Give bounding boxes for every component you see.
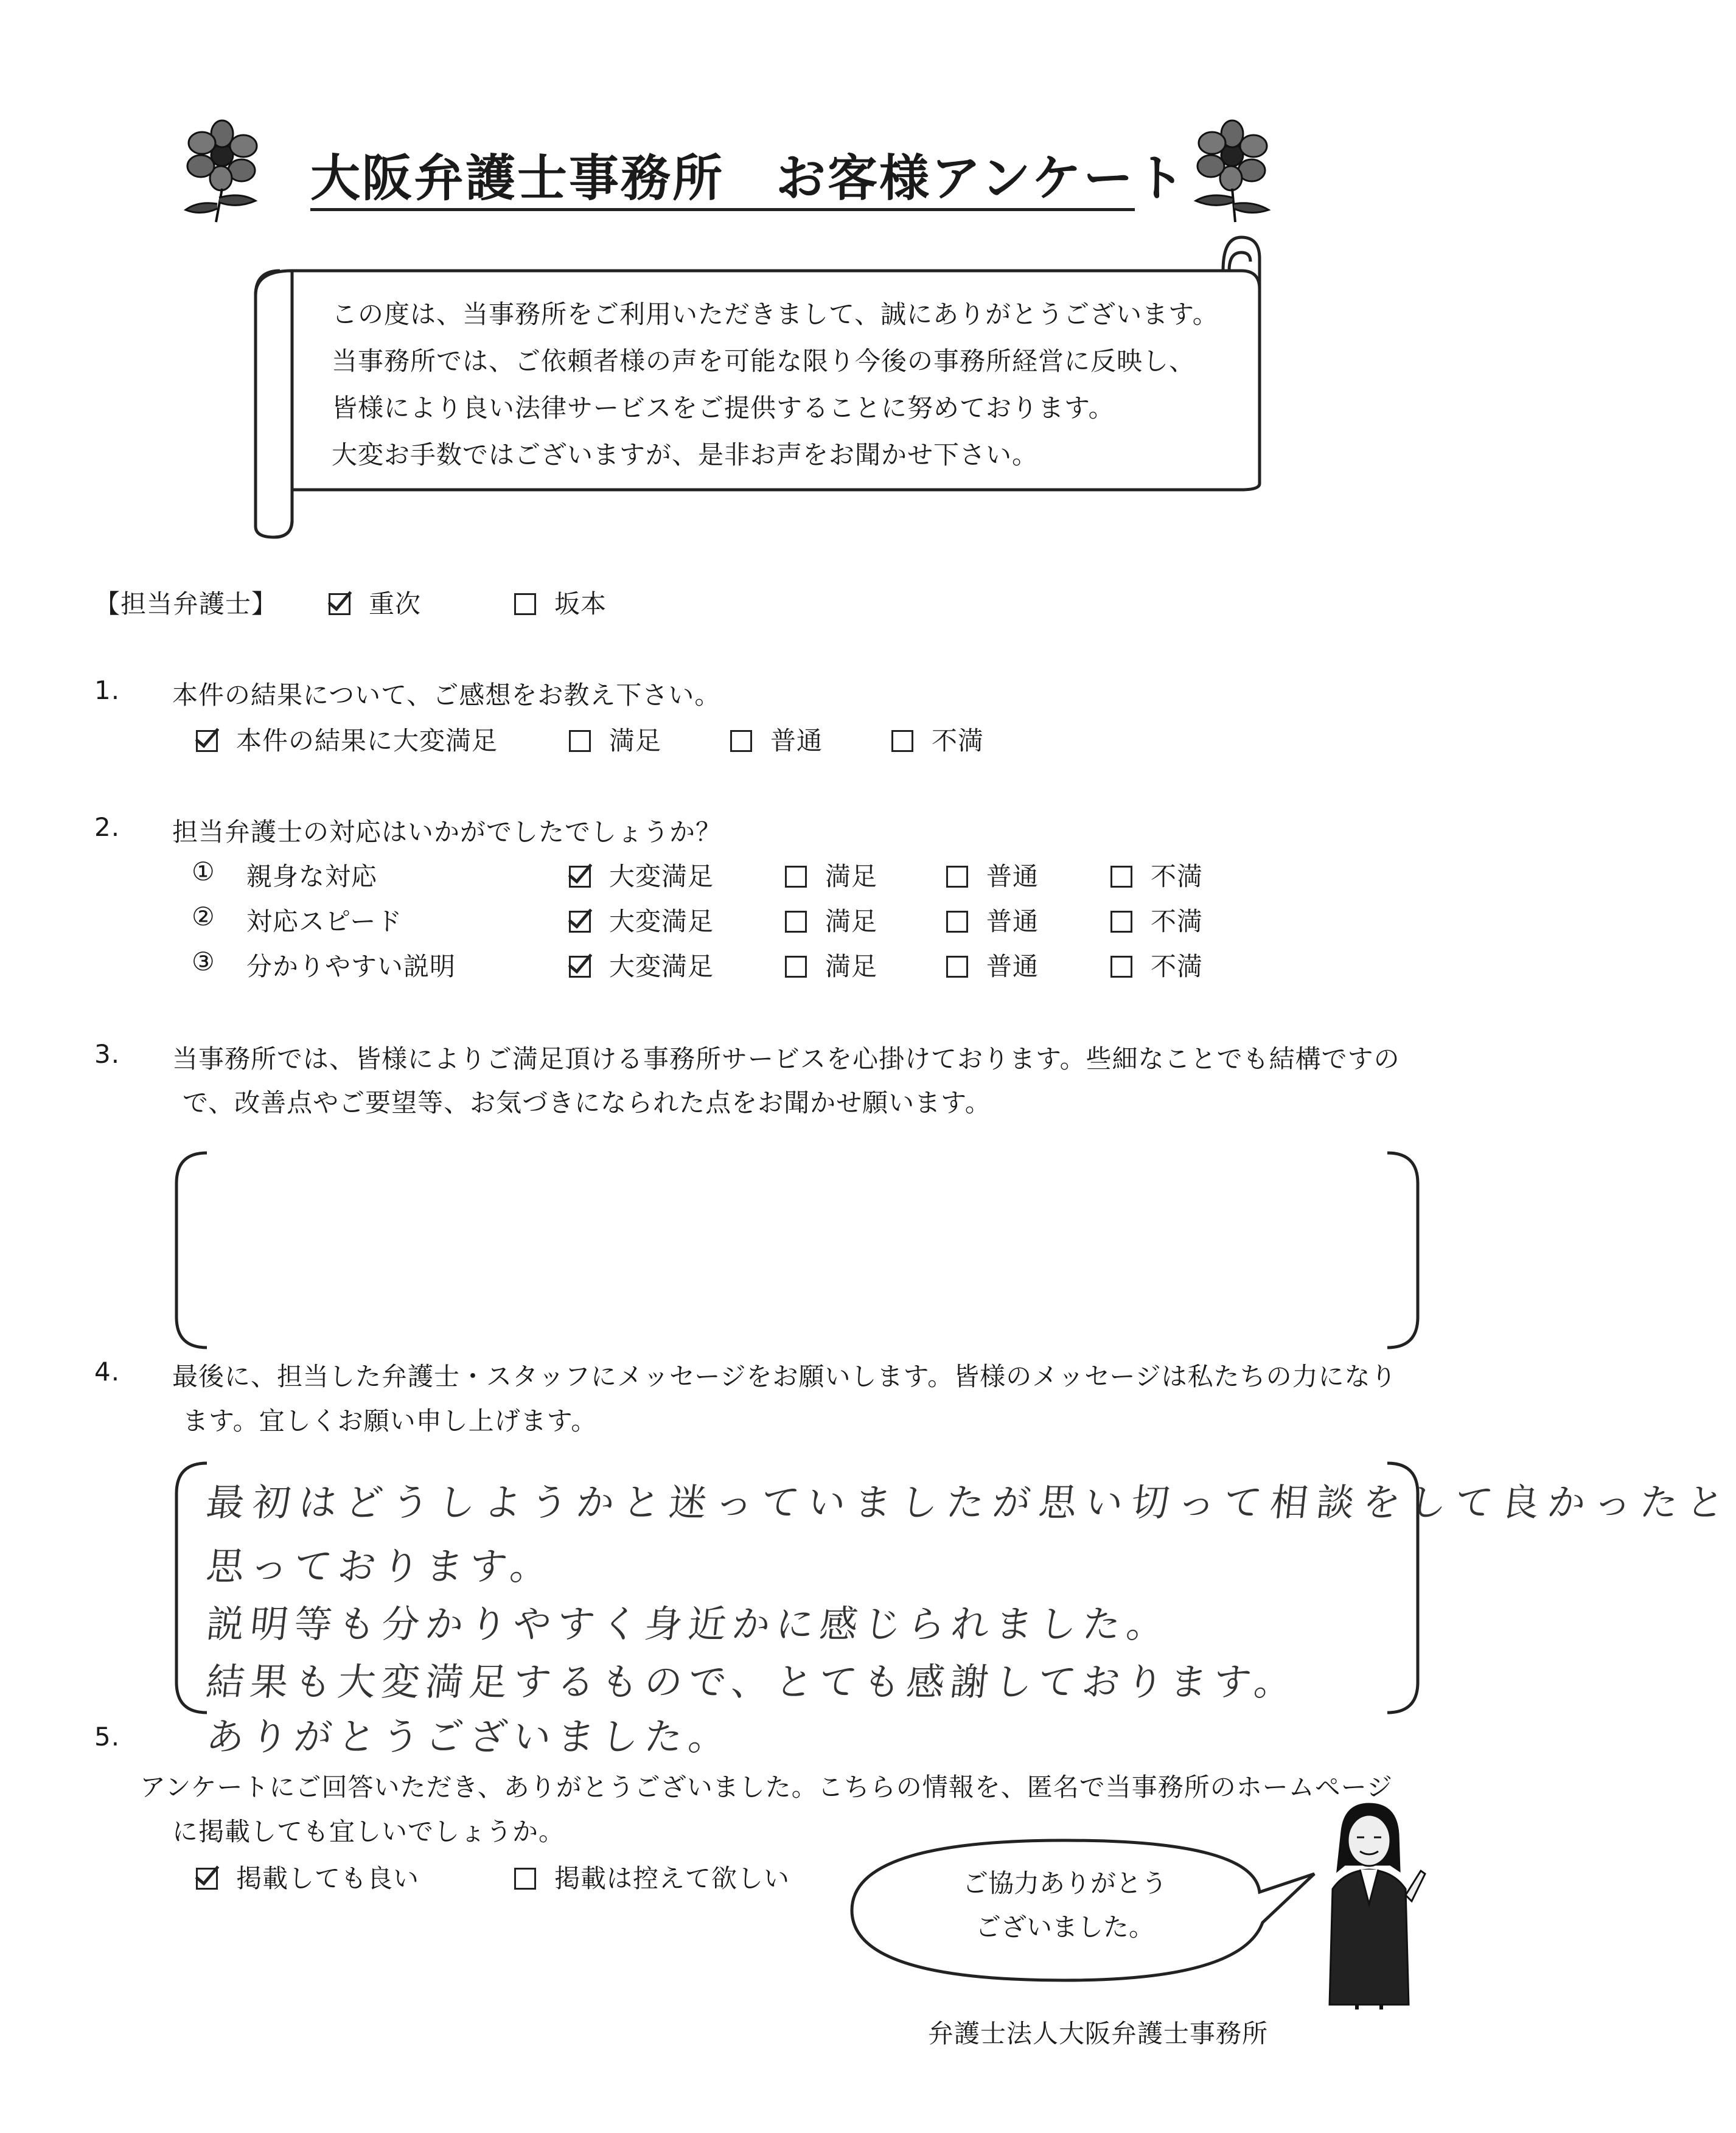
option-label: 満足 xyxy=(825,952,878,981)
checkbox-checked-icon[interactable] xyxy=(569,911,591,933)
q2-row-3-label: 分かりやすい説明 xyxy=(246,952,456,981)
q3-number: 3. xyxy=(94,1039,120,1069)
checkbox-icon[interactable] xyxy=(1110,866,1132,888)
q2-row-1-dissatisfied[interactable] xyxy=(1110,857,1203,893)
checkbox-icon[interactable] xyxy=(514,1868,536,1890)
q4-text-line-2: ます。宜しくお願い申し上げます。 xyxy=(183,1406,598,1436)
q2-row-3-very-satisfied[interactable] xyxy=(569,947,714,983)
q2-row-3-marker: ③ xyxy=(192,947,215,976)
option-label: 大変満足 xyxy=(609,861,714,891)
q1-option-normal[interactable] xyxy=(730,721,823,757)
checkbox-icon[interactable] xyxy=(1110,956,1132,978)
checkbox-checked-icon[interactable] xyxy=(329,593,350,615)
handwritten-answer-line-1: 最初はどうしようかと迷っていましたが思い切って相談をして良かったと xyxy=(204,1480,1735,1525)
intro-line-1: この度は、当事務所をご利用いただきまして、誠にありがとうございます。 xyxy=(332,299,1219,329)
bubble-line-2: ございました。 xyxy=(975,1912,1154,1942)
option-label: 不満 xyxy=(1151,906,1204,936)
q5-text-line-2: に掲載しても宜しいでしょうか。 xyxy=(172,1817,565,1846)
q2-row-2-marker: ② xyxy=(192,902,215,931)
handwritten-answer-line-4: 結果も大変満足するもので、とても感謝しております。 xyxy=(204,1660,1301,1704)
q3-text-line-1: 当事務所では、皆様によりご満足頂ける事務所サービスを心掛けております。些細なことでも結構ですの xyxy=(172,1044,1400,1074)
q1-option-dissatisfied[interactable] xyxy=(891,721,984,757)
bubble-line-1: ご協力ありがとう xyxy=(962,1868,1167,1898)
q1-number: 1. xyxy=(94,675,120,705)
checkbox-checked-icon[interactable] xyxy=(196,730,218,752)
flower-icon-right xyxy=(1174,119,1284,228)
option-label: 不満 xyxy=(932,726,985,756)
q2-row-1-marker: ① xyxy=(192,857,215,886)
checkbox-icon[interactable] xyxy=(514,593,536,615)
checkbox-checked-icon[interactable] xyxy=(569,866,591,888)
q4-number: 4. xyxy=(94,1357,120,1387)
checkbox-icon[interactable] xyxy=(946,911,968,933)
q1-option-satisfied[interactable] xyxy=(569,721,661,757)
q2-row-1-very-satisfied[interactable] xyxy=(569,857,714,893)
q5-option-allow[interactable] xyxy=(196,1859,419,1895)
checkbox-icon[interactable] xyxy=(569,730,591,752)
q4-text-line-1: 最後に、担当した弁護士・スタッフにメッセージをお願いします。皆様のメッセージは私たちの力になり xyxy=(172,1362,1397,1391)
lawyer-option-sakamoto[interactable] xyxy=(514,584,607,621)
option-label: 不満 xyxy=(1151,861,1204,891)
option-label: 坂本 xyxy=(554,589,607,619)
checkbox-icon[interactable] xyxy=(730,730,752,752)
option-label: 満足 xyxy=(825,861,878,891)
option-label: 掲載は控えて欲しい xyxy=(554,1863,790,1893)
checkbox-icon[interactable] xyxy=(785,911,807,933)
q2-row-1-label: 親身な対応 xyxy=(246,861,378,891)
q2-row-2-dissatisfied[interactable] xyxy=(1110,902,1203,938)
staff-illustration xyxy=(1308,1798,1430,2011)
q2-row-1-normal[interactable] xyxy=(946,857,1039,893)
checkbox-checked-icon[interactable] xyxy=(569,956,591,978)
q2-number: 2. xyxy=(94,812,120,842)
q2-row-2-satisfied[interactable] xyxy=(785,902,877,938)
option-label: 普通 xyxy=(986,861,1039,891)
lawyer-label: 【担当弁護士】 xyxy=(94,589,278,619)
handwritten-answer-line-5: ありがとうございました。 xyxy=(204,1714,735,1759)
option-label: 満足 xyxy=(825,906,878,936)
option-label: 普通 xyxy=(986,952,1039,981)
option-label: 大変満足 xyxy=(609,952,714,981)
option-label: 満足 xyxy=(609,726,662,756)
checkbox-icon[interactable] xyxy=(946,866,968,888)
q5-number: 5. xyxy=(94,1722,120,1752)
q3-answer-box[interactable] xyxy=(170,1150,1424,1351)
checkbox-icon[interactable] xyxy=(891,730,913,752)
q2-row-2-normal[interactable] xyxy=(946,902,1039,938)
q2-row-3-normal[interactable] xyxy=(946,947,1039,983)
q2-row-2-label: 対応スピード xyxy=(246,906,403,936)
q2-row-3-satisfied[interactable] xyxy=(785,947,877,983)
q1-option-very-satisfied[interactable] xyxy=(196,721,498,757)
page-title: 大阪弁護士事務所 お客様アンケート xyxy=(310,150,1187,207)
option-label: 掲載しても良い xyxy=(236,1863,420,1893)
intro-line-2: 当事務所では、ご依頼者様の声を可能な限り今後の事務所経営に反映し、 xyxy=(332,346,1196,376)
bubble-text xyxy=(882,1862,1247,1949)
checkbox-icon[interactable] xyxy=(785,866,807,888)
q3-text-line-2: で、改善点やご要望等、お気づきになられた点をお聞かせ願います。 xyxy=(183,1088,991,1118)
checkbox-icon[interactable] xyxy=(1110,911,1132,933)
q1-text: 本件の結果について、ご感想をお教え下さい。 xyxy=(172,680,721,710)
checkbox-icon[interactable] xyxy=(946,956,968,978)
title-underline xyxy=(310,208,1135,211)
lawyer-option-shigetsugu[interactable] xyxy=(329,584,421,621)
flower-icon-left xyxy=(173,119,283,228)
q2-row-3-dissatisfied[interactable] xyxy=(1110,947,1203,983)
checkbox-checked-icon[interactable] xyxy=(196,1868,218,1890)
checkbox-icon[interactable] xyxy=(785,956,807,978)
q2-row-2-very-satisfied[interactable] xyxy=(569,902,714,938)
q2-row-1-satisfied[interactable] xyxy=(785,857,877,893)
firm-name: 弁護士法人大阪弁護士事務所 xyxy=(928,2019,1269,2048)
option-label: 大変満足 xyxy=(609,906,714,936)
handwritten-answer-line-2: 思っております。 xyxy=(204,1544,557,1588)
option-label: 重次 xyxy=(369,589,422,619)
intro-line-3: 皆様により良い法律サービスをご提供することに努めております。 xyxy=(332,393,1115,423)
option-label: 普通 xyxy=(986,906,1039,936)
q5-option-decline[interactable] xyxy=(514,1859,790,1895)
option-label: 本件の結果に大変満足 xyxy=(236,726,498,756)
option-label: 普通 xyxy=(770,726,823,756)
intro-line-4: 大変お手数ではございますが、是非お声をお聞かせ下さい。 xyxy=(332,440,1039,470)
handwritten-answer-line-3: 説明等も分かりやすく身近かに感じられました。 xyxy=(204,1602,1173,1646)
q2-text: 担当弁護士の対応はいかがでしたでしょうか？ xyxy=(172,817,722,847)
option-label: 不満 xyxy=(1151,952,1204,981)
q5-text-line-1: アンケートにご回答いただき、ありがとうございました。こちらの情報を、匿名で当事務所のホームページ xyxy=(140,1772,1393,1802)
